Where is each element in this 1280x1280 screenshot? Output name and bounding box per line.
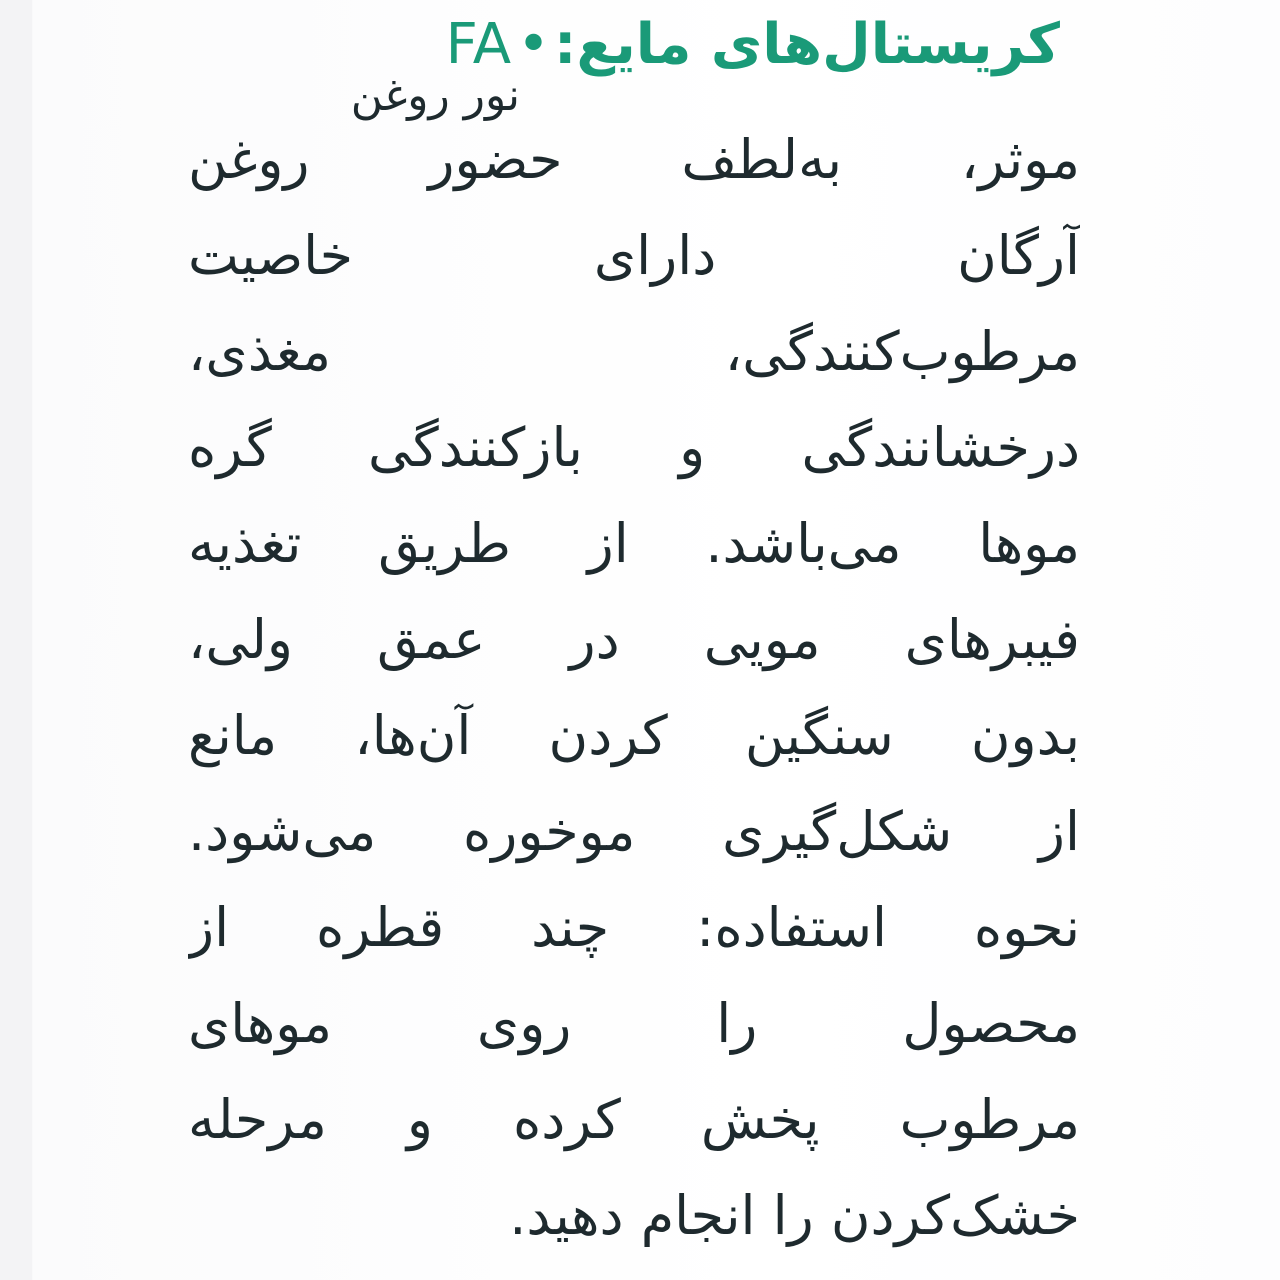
paper-edge [0, 0, 32, 1280]
section-title: کریستال‌های مایع: [554, 12, 1060, 77]
body-line: آرگان دارای خاصیت [188, 224, 1080, 287]
usage-line: مرطوب پخش کرده و مرحله [188, 1088, 1080, 1151]
usage-line: خشک‌کردن را انجام دهید. [509, 1184, 1080, 1247]
language-code: FA [445, 12, 512, 77]
body-line: درخشانندگی و بازکنندگی گره [188, 416, 1080, 479]
bullet-icon: • [517, 12, 551, 77]
body-line: موثر، به‌لطف حضور روغن [188, 128, 1080, 191]
description-body [188, 112, 1080, 1264]
body-line: از شکل‌گیری موخوره می‌شود. [188, 800, 1080, 863]
usage-line: محصول را روی موهای [188, 992, 1080, 1055]
body-line: فیبرهای مویی در عمق ولی، [188, 608, 1080, 671]
clipped-text-fragment: نور روغن [350, 70, 520, 121]
body-line: بدون سنگین کردن آن‌ها، مانع [188, 704, 1080, 767]
body-line: مرطوب‌کنندگی، مغذی، [188, 320, 1080, 383]
usage-line: نحوه استفاده: چند قطره از [188, 896, 1080, 959]
body-line: موها می‌باشد. از طریق تغذیه [188, 512, 1080, 575]
